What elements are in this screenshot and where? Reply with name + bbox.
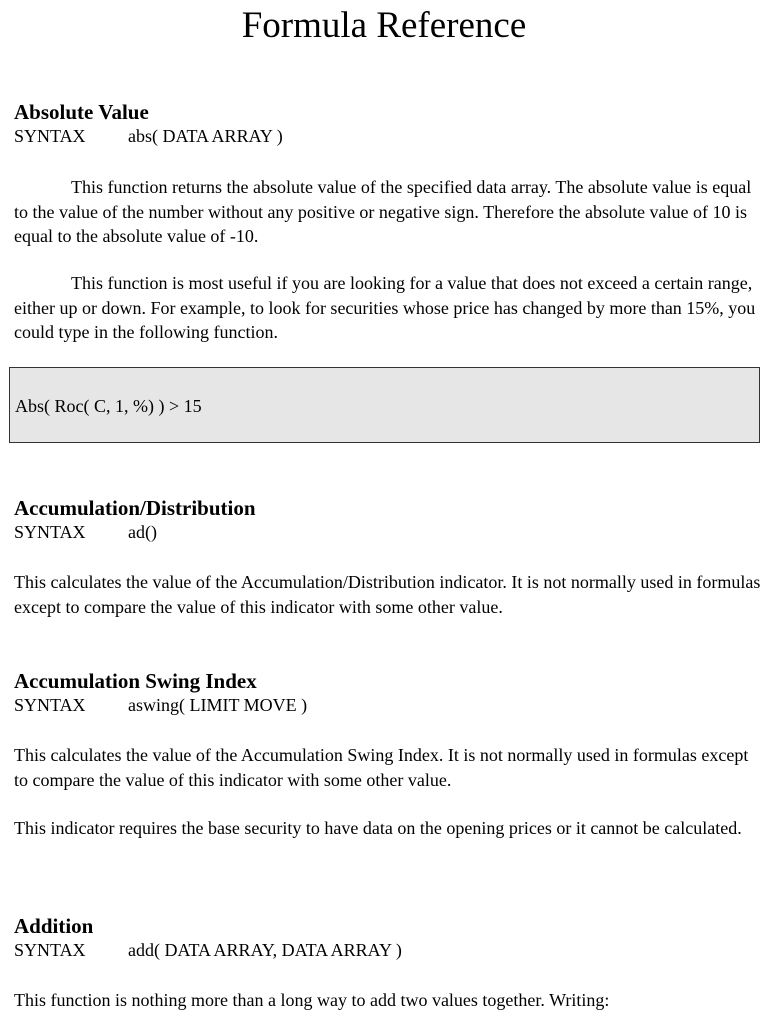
paragraph: This calculates the value of the Accumulation/Distribution indicator. It is not normally used in formulas except to compare the value of this indicator with some other value. xyxy=(14,572,761,617)
section-accumulation-swing-index xyxy=(14,668,762,716)
section-absolute-value xyxy=(14,99,762,147)
paragraph: This calculates the value of the Accumulation Swing Index. It is not normally used in formulas except to compare the value of this indicator with some other value. xyxy=(14,745,749,790)
section-accumulation-distribution xyxy=(14,495,762,543)
section-heading: Accumulation Swing Index xyxy=(14,669,257,693)
example-formula: Abs( Roc( C, 1, %) ) > 15 xyxy=(15,396,202,416)
example-code-box xyxy=(9,367,760,443)
syntax-label: SYNTAX xyxy=(14,126,86,146)
syntax-line xyxy=(14,694,762,716)
syntax-label: SYNTAX xyxy=(14,522,86,542)
syntax-line xyxy=(14,125,762,147)
syntax-signature: aswing( LIMIT MOVE ) xyxy=(128,695,308,715)
section-heading: Accumulation/Distribution xyxy=(14,496,256,520)
paragraph: This indicator requires the base security to have data on the opening prices or it cannot be calculated. xyxy=(14,818,742,838)
paragraph: This function returns the absolute value of the specified data array. The absolute value is equal to the value of the number without any positive or negative sign. Therefore the absolute value of 10 is equal to the absolute value of -10. xyxy=(14,177,752,246)
syntax-signature: ad() xyxy=(128,522,157,542)
page-title: Formula Reference xyxy=(241,5,527,46)
syntax-signature: abs( DATA ARRAY ) xyxy=(128,126,283,146)
syntax-line xyxy=(14,939,762,961)
section-addition xyxy=(14,913,762,961)
syntax-signature: add( DATA ARRAY, DATA ARRAY ) xyxy=(128,940,402,960)
syntax-label: SYNTAX xyxy=(14,695,86,715)
syntax-label: SYNTAX xyxy=(14,940,86,960)
paragraph: This function is nothing more than a long way to add two values together. Writing: xyxy=(14,990,610,1010)
section-heading: Absolute Value xyxy=(14,100,149,124)
section-heading: Addition xyxy=(14,914,94,938)
syntax-line xyxy=(14,521,762,543)
paragraph: This function is most useful if you are looking for a value that does not exceed a certain range, either up or down. For example, to look for securities whose price has changed by more than 15%, you could type in the following function. xyxy=(14,273,756,342)
